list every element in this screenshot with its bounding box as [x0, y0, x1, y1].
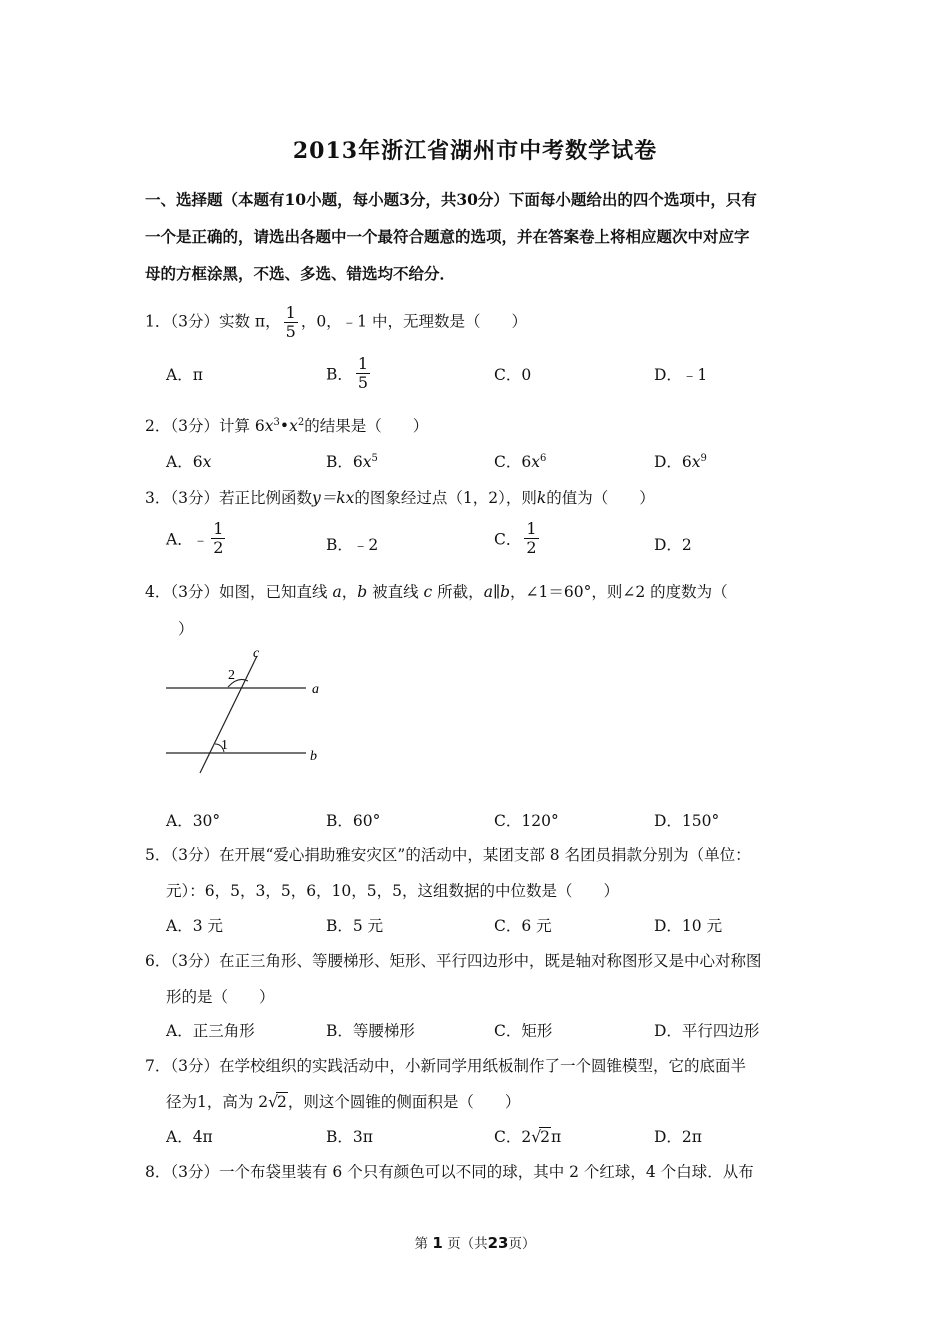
question-text: ，0，﹣1 中，无理数是（ ）	[300, 312, 527, 331]
question-number: 1．	[145, 312, 171, 331]
question-number: 4．	[145, 583, 171, 601]
square-root: 2	[277, 1093, 287, 1111]
option-c: C．矩形	[494, 1022, 553, 1040]
question-7-continuation: 径为1，高为 2√2，则这个圆锥的侧面积是（ ）	[166, 1093, 521, 1111]
question-7-options	[0, 1125, 950, 1155]
question-6	[145, 949, 815, 971]
section-instructions-line-1: 一、选择题（本题有10小题，每小题3分，共30分）下面每小题给出的四个选项中，只有	[145, 190, 757, 209]
exam-title: 2013年浙江省湖州市中考数学试卷	[292, 138, 658, 164]
question-3-options	[0, 519, 950, 557]
page-footer: 第 1 页（共23页）	[414, 1234, 536, 1252]
question-4-options	[0, 809, 950, 839]
question-score: （3分）	[170, 846, 219, 864]
question-score: （3分）	[170, 312, 219, 331]
question-text: 在开展“爱心捐助雅安灾区”的活动中，某团支部 8 名团员捐款分别为（单位：	[219, 846, 751, 864]
question-number: 8．	[145, 1163, 171, 1181]
label-b: b	[310, 749, 317, 764]
question-5-options	[0, 914, 950, 944]
question-score: （3分）	[170, 952, 219, 970]
question-number: 3．	[145, 489, 171, 507]
option-b: B．﹣2	[326, 536, 379, 554]
option-d: D．2π	[654, 1128, 702, 1146]
question-5	[145, 843, 815, 865]
option-c: C．$6x^6$	[494, 452, 547, 471]
fraction: $\frac{1}{5}$	[285, 303, 296, 341]
question-2: 2．（3分）计算 $6x^3•x^2$的结果是（ ）	[145, 416, 429, 435]
question-4-continuation: ）	[178, 620, 194, 638]
option-c: C．0	[494, 366, 532, 384]
option-b: B．60°	[326, 812, 381, 830]
question-1	[145, 305, 815, 340]
option-a: A．3 元	[166, 917, 223, 935]
question-text: 实数 π，	[219, 312, 281, 331]
option-a: A．π	[166, 366, 203, 384]
label-angle-2: 2	[228, 668, 235, 683]
question-2-options	[0, 450, 950, 480]
question-number: 2．	[145, 417, 171, 435]
question-text: 一个布袋里装有 6 个只有颜色可以不同的球，其中 2 个红球，4 个白球．从布	[219, 1163, 754, 1181]
option-a: A．4π	[166, 1128, 213, 1146]
option-b: B． $\frac{1}{5}$	[326, 354, 369, 392]
question-3: 3．（3分）若正比例函数y＝kx的图象经过点（1，2），则k的值为（ ）	[145, 489, 655, 507]
option-d: D．﹣1	[654, 366, 708, 384]
total-pages: 23	[487, 1234, 509, 1252]
option-d: D．2	[654, 536, 692, 554]
question-5-continuation: 元）：6，5，3，5，6，10，5，5，这组数据的中位数是（ ）	[166, 882, 620, 900]
question-number: 7．	[145, 1057, 171, 1075]
option-b: B．3π	[326, 1128, 373, 1146]
page-number: 1	[432, 1234, 443, 1252]
option-d: D．150°	[654, 812, 720, 830]
question-number: 5．	[145, 846, 171, 864]
option-d: D．$6x^9$	[654, 452, 707, 471]
question-7	[145, 1054, 815, 1076]
section-instructions-line-3: 母的方框涂黑，不选、多选、错选均不给分．	[145, 264, 456, 283]
label-a: a	[312, 682, 319, 697]
option-b: B．等腰梯形	[326, 1022, 415, 1040]
option-c: C． $\frac{1}{2}$	[494, 519, 537, 557]
question-text: 在学校组织的实践活动中，小新同学用纸板制作了一个圆锥模型，它的底面半	[219, 1057, 747, 1075]
question-score: （3分）	[170, 489, 219, 507]
option-a: A．6x	[166, 453, 212, 471]
question-text: 在正三角形、等腰梯形、矩形、平行四边形中，既是轴对称图形又是中心对称图	[219, 952, 762, 970]
question-number: 6．	[145, 952, 171, 970]
label-angle-1: 1	[221, 738, 228, 753]
option-c: C．2√2π	[494, 1128, 562, 1146]
question-score: （3分）	[170, 583, 219, 601]
section-instructions-line-2: 一个是正确的，请选出各题中一个最符合题意的选项，并在答案卷上将相应题次中对应字	[145, 227, 750, 246]
question-score: （3分）	[170, 417, 219, 435]
question-1-options	[0, 354, 950, 393]
option-a: A．正三角形	[166, 1022, 255, 1040]
question-score: （3分）	[170, 1057, 219, 1075]
question-text: 计算 6	[219, 417, 265, 435]
question-8	[145, 1160, 815, 1182]
question-6-continuation: 形的是（ ）	[166, 988, 275, 1006]
option-c: C．6 元	[494, 917, 552, 935]
option-d: D．平行四边形	[654, 1022, 760, 1040]
option-a: A．﹣ $\frac{1}{2}$	[166, 519, 224, 557]
option-a: A．30°	[166, 812, 221, 830]
question-score: （3分）	[170, 1163, 219, 1181]
option-c: C．120°	[494, 812, 559, 830]
option-b: B．$6x^5$	[326, 452, 378, 471]
option-d: D．10 元	[654, 917, 723, 935]
label-c: c	[253, 646, 260, 661]
parallel-lines-figure	[160, 645, 335, 780]
question-6-options	[0, 1019, 950, 1049]
question-4: 4．（3分）如图，已知直线 a，b 被直线 c 所截，a∥b，∠1＝60°，则∠2 的度数为（	[145, 583, 728, 601]
option-b: B．5 元	[326, 917, 384, 935]
